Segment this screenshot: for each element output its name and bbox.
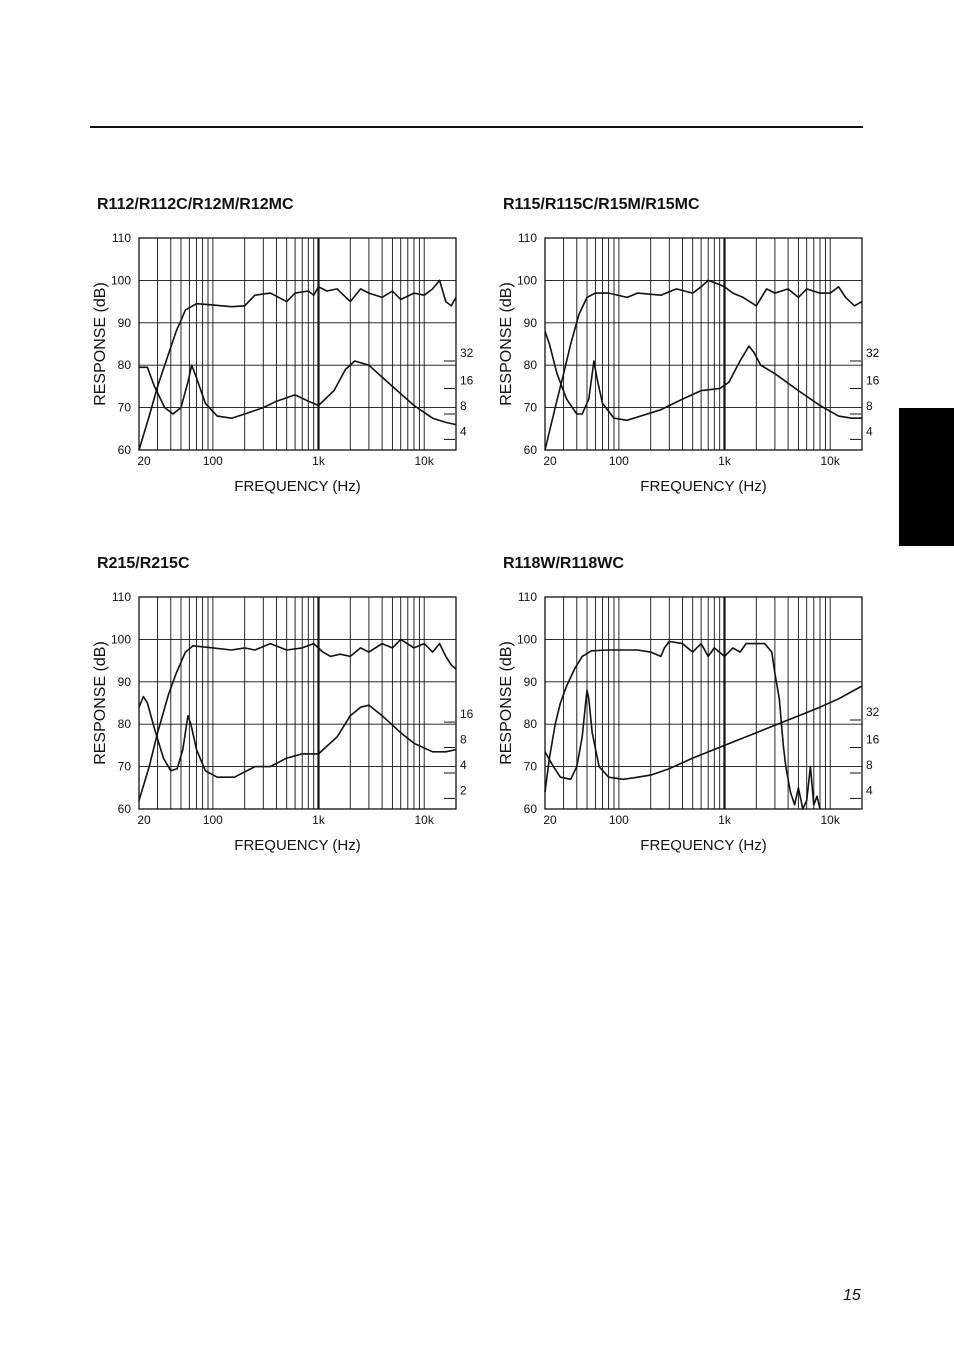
y-tick-label: 60 [117,443,131,457]
y-tick-label: 110 [517,590,537,604]
x-tick-label: 10k [820,454,840,468]
impedance-curve [139,361,456,425]
chart-plot [496,555,916,895]
x-axis-label: FREQUENCY (Hz) [640,837,767,854]
impedance-curve [139,697,456,778]
right-scale-label: 32 [866,346,880,360]
right-scale-label: 2 [460,783,467,798]
right-scale-label: 32 [460,346,474,360]
impedance-curve [545,331,862,420]
y-tick-label: 100 [516,273,537,288]
right-scale-label: 32 [866,705,880,719]
chart-r112 [90,196,510,536]
y-tick-label: 110 [517,231,537,245]
right-scale-label: 16 [460,373,474,388]
right-scale-label: 16 [866,373,880,388]
x-tick-label: 1k [718,813,731,827]
x-tick-label: 20 [137,454,151,468]
right-scale-label: 4 [866,424,873,439]
y-tick-label: 60 [523,443,537,457]
chart-plot [496,196,916,536]
right-scale-label: 4 [866,783,873,798]
x-tick-label: 100 [202,813,223,827]
x-tick-label: 20 [543,813,557,827]
side-tab [899,408,954,546]
y-tick-label: 90 [117,674,131,689]
x-tick-label: 10k [820,813,840,827]
y-tick-label: 70 [117,759,131,774]
y-tick-label: 70 [523,400,537,415]
x-axis-label: FREQUENCY (Hz) [640,478,767,495]
right-scale-label: 8 [866,399,873,413]
y-tick-label: 80 [523,358,537,373]
y-tick-label: 70 [117,400,131,415]
chart-title: R115/R115C/R15M/R15MC [503,196,700,213]
x-axis-label: FREQUENCY (Hz) [234,478,361,495]
plot-frame [139,597,456,809]
x-tick-label: 10k [414,813,434,827]
plot-frame [139,238,456,450]
page-number: 15 [843,1287,861,1304]
x-tick-label: 10k [414,454,434,468]
right-scale-label: 8 [460,399,467,413]
x-tick-label: 1k [718,454,731,468]
x-tick-label: 100 [608,454,629,468]
right-scale-label: 16 [866,732,880,747]
chart-title: R118W/R118WC [503,555,624,572]
chart-plot [90,196,510,536]
chart-r215 [90,555,510,895]
x-tick-label: 1k [312,454,325,468]
y-tick-label: 110 [111,231,131,245]
impedance-curve [545,686,862,779]
y-tick-label: 70 [523,759,537,774]
right-scale-label: 8 [460,732,467,747]
chart-r115 [496,196,916,536]
y-tick-label: 80 [523,717,537,732]
right-scale-label: 4 [460,424,467,439]
y-axis-label: RESPONSE (dB) [92,282,109,406]
right-scale-label: 16 [460,707,474,722]
x-tick-label: 100 [608,813,629,827]
x-tick-label: 20 [137,813,151,827]
right-scale-label: 4 [460,758,467,772]
x-tick-label: 100 [202,454,223,468]
y-tick-label: 60 [523,802,537,816]
y-tick-label: 100 [110,273,131,288]
x-tick-label: 1k [312,813,325,827]
y-tick-label: 100 [516,632,537,647]
y-tick-label: 100 [110,632,131,647]
y-tick-label: 80 [117,358,131,373]
right-scale-label: 8 [866,758,873,772]
top-rule [90,126,863,128]
x-tick-label: 20 [543,454,557,468]
chart-title: R215/R215C [97,555,190,572]
y-tick-label: 90 [117,315,131,330]
y-tick-label: 60 [117,802,131,816]
y-tick-label: 90 [523,315,537,330]
plot-frame [545,597,862,809]
y-tick-label: 110 [111,590,131,604]
chart-r118w [496,555,916,895]
plot-frame [545,238,862,450]
x-axis-label: FREQUENCY (Hz) [234,837,361,854]
y-axis-label: RESPONSE (dB) [92,641,109,765]
chart-plot [90,555,510,895]
y-tick-label: 80 [117,717,131,732]
y-tick-label: 90 [523,674,537,689]
chart-title: R112/R112C/R12M/R12MC [97,196,294,213]
y-axis-label: RESPONSE (dB) [498,641,515,765]
y-axis-label: RESPONSE (dB) [498,282,515,406]
